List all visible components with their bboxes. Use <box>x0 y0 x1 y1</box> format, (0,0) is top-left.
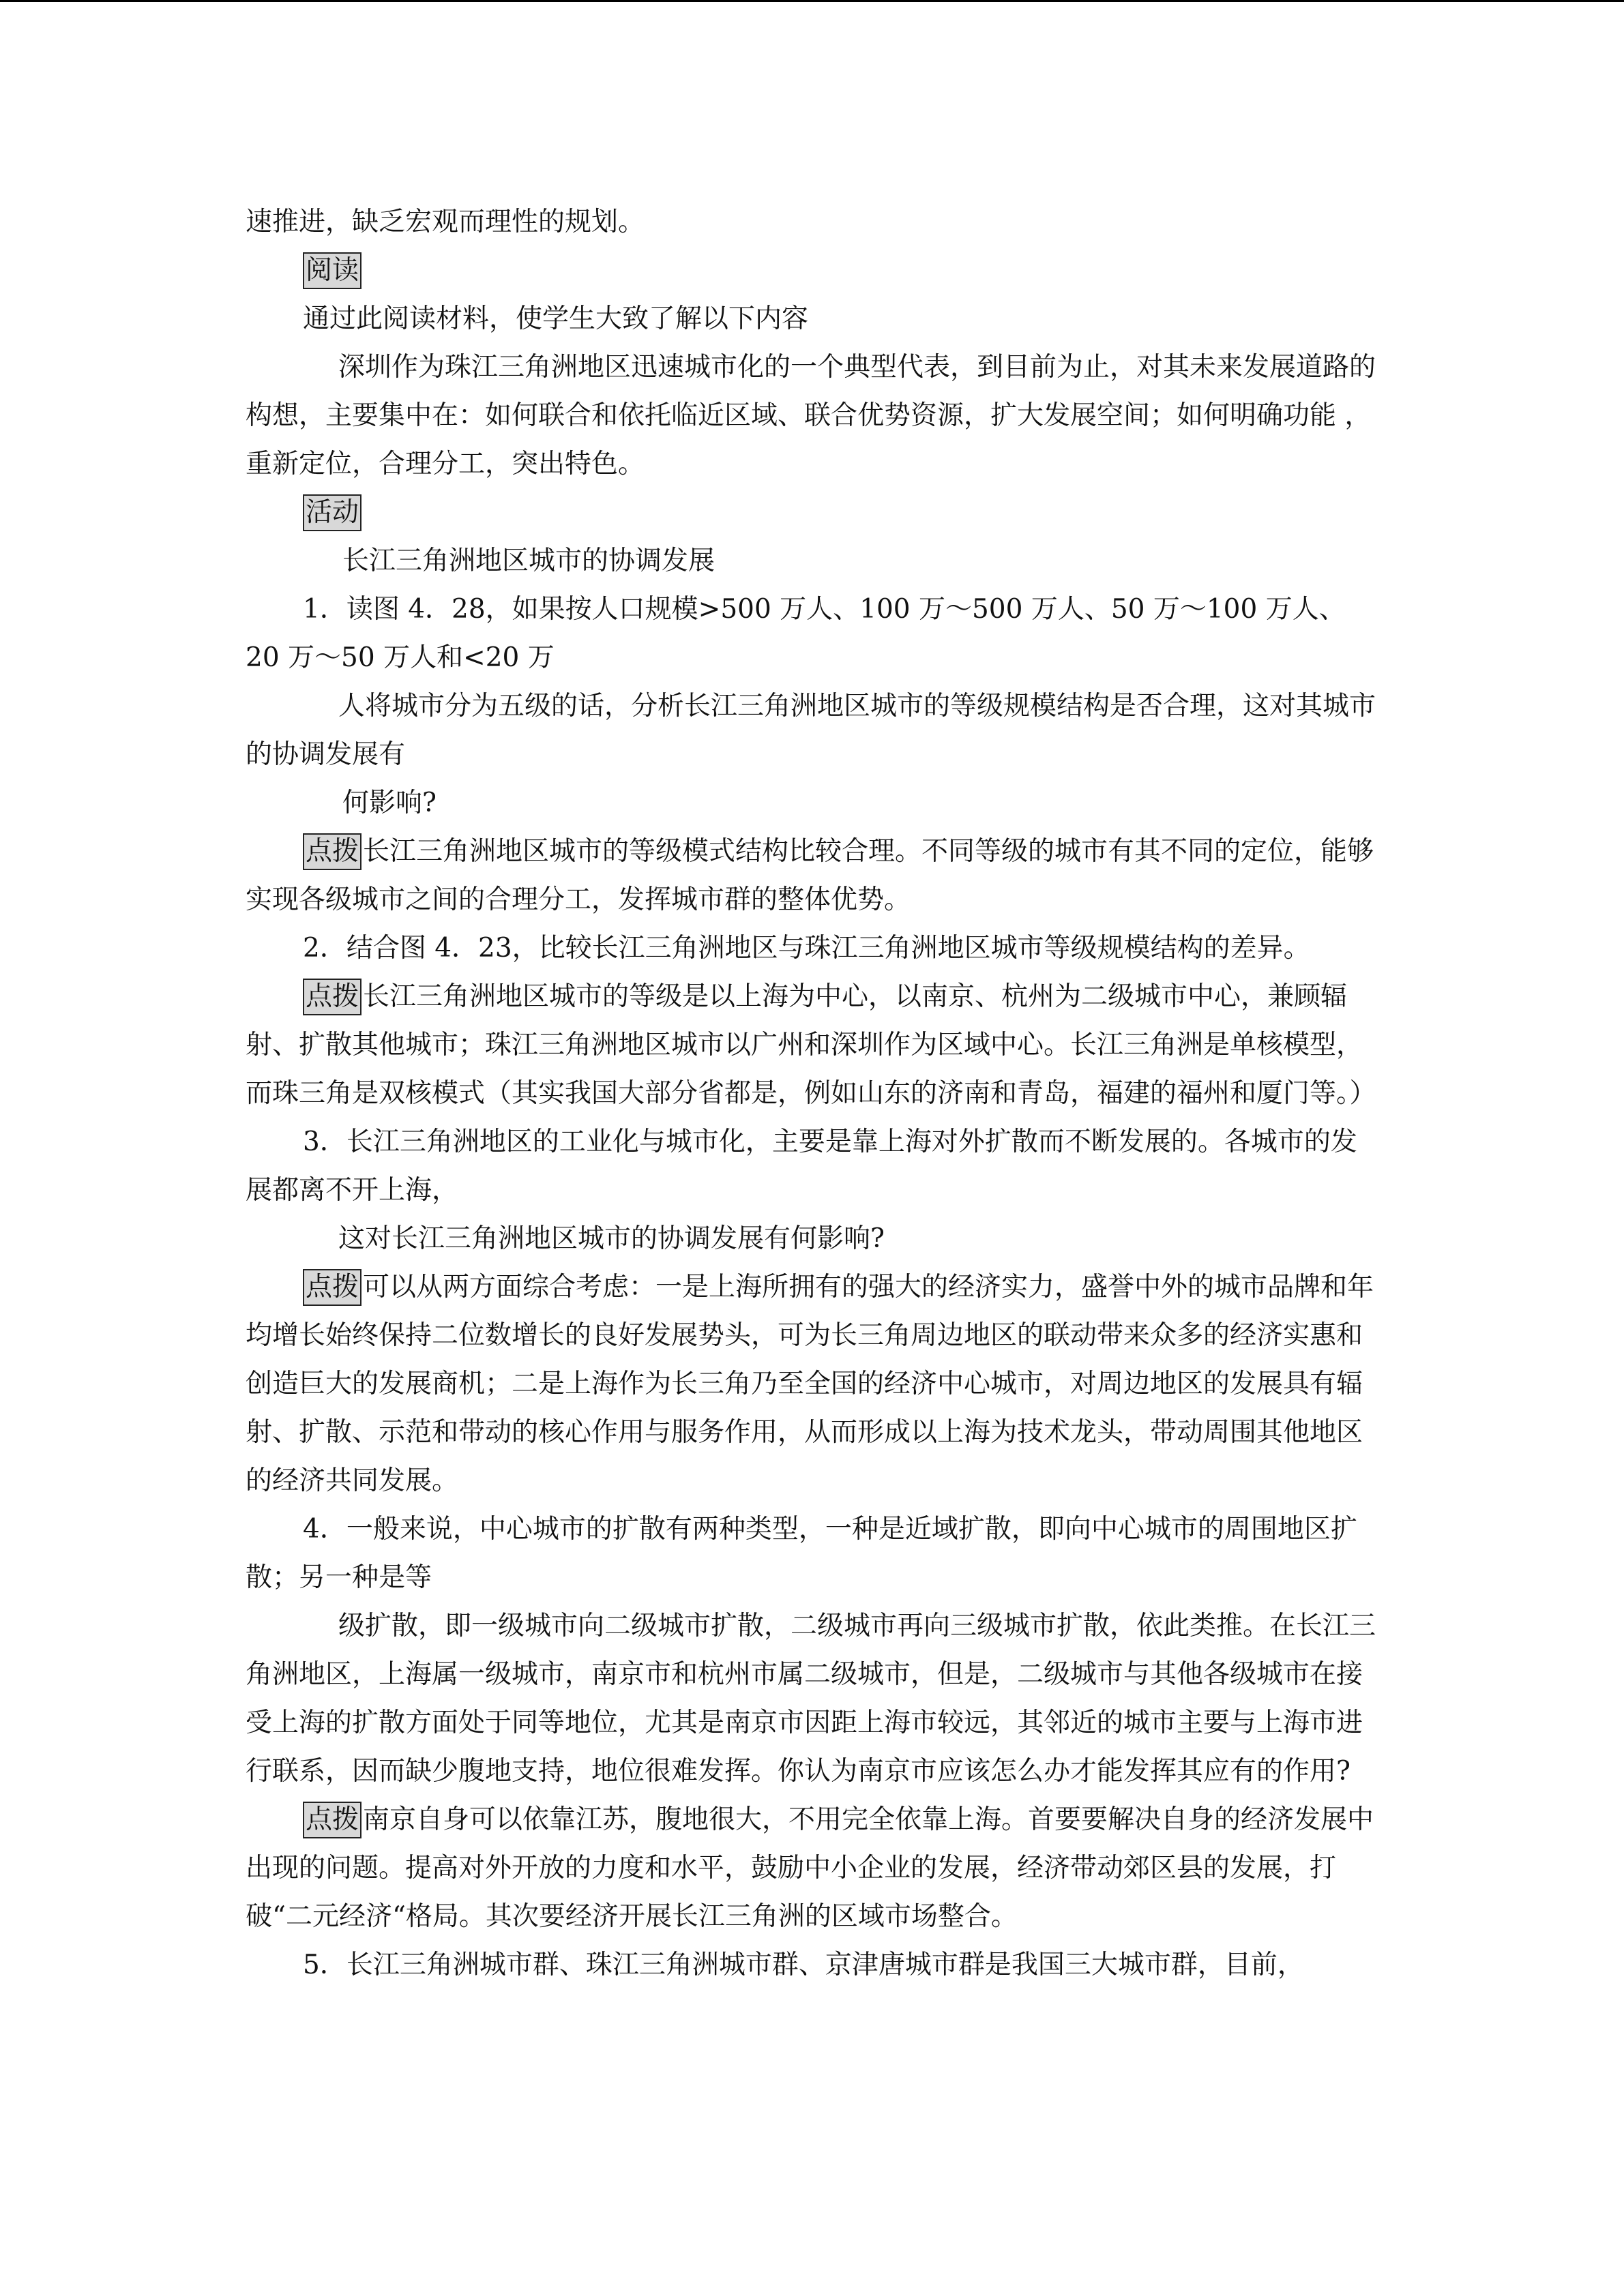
activity-title: 长江三角洲地区城市的协调发展 <box>342 546 715 576</box>
question-3-continued: 这对长江三角洲地区城市的协调发展有何影响? <box>338 1223 885 1254</box>
answer-3 <box>246 1263 1378 1505</box>
activity-tag: 活动 <box>303 494 361 531</box>
question-5: 5．长江三角洲城市群、珠江三角洲城市群、京津唐城市群是我国三大城市群，目前， <box>303 1950 1304 1980</box>
top-border-line <box>0 0 1624 2</box>
question-1: 1．读图 4．28，如果按人口规模>500 万人、100 万～500 万人、50 万～100 万人、20 万～50 万人和<20 万 <box>246 594 1346 673</box>
hint-tag: 点拨 <box>303 979 361 1015</box>
reading-paragraph: 深圳作为珠江三角洲地区迅速城市化的一个典型代表，到目前为止，对其未来发展道路的构想，主要集中在：如何联合和依托临近区域、联合优势资源，扩大发展空间；如何明确功能 ，重新定位，合理分工，突出特色。 <box>246 352 1376 479</box>
hint-tag: 点拨 <box>303 1269 361 1306</box>
question-2: 2．结合图 4．23，比较长江三角洲地区与珠江三角洲地区城市等级规模结构的差异。 <box>303 933 1310 964</box>
question-3: 3．长江三角洲地区的工业化与城市化，主要是靠上海对外扩散而不断发展的。各城市的发展都离不开上海， <box>246 1127 1357 1206</box>
document-page <box>246 198 1378 1989</box>
reading-intro: 通过此阅读材料，使学生大致了解以下内容 <box>303 303 809 334</box>
answer-2-text: 长江三角洲地区城市的等级是以上海为中心，以南京、杭州为二级城市中心，兼顾辐射、扩散其他城市；珠江三角洲地区城市以广州和深圳作为区域中心。长江三角洲是单核模型，而珠三角是双核模式（其实我国大部分省都是，例如山东的济南和青岛，福建的福州和厦门等。） <box>246 981 1376 1109</box>
section-tag-activity <box>246 488 1378 537</box>
reading-tag: 阅读 <box>303 252 361 289</box>
answer-3-text: 可以从两方面综合考虑：一是上海所拥有的强大的经济实力，盛誉中外的城市品牌和年均增长始终保持二位数增长的良好发展势头，可为长三角周边地区的联动带来众多的经济实惠和创造巨大的发展商机；二是上海作为长三角乃至全国的经济中心城市，对周边地区的发展具有辐射、扩散、示范和带动的核心作用与服务作用，从而形成以上海为技术龙头，带动周围其他地区的经济共同发展。 <box>246 1272 1374 1496</box>
answer-2 <box>246 972 1378 1118</box>
paragraph-continuation: 速推进，缺乏宏观而理性的规划。 <box>246 207 645 237</box>
answer-4-text: 南京自身可以依靠江苏，腹地很大，不用完全依靠上海。首要要解决自身的经济发展中出现的问题。提高对外开放的力度和水平，鼓励中小企业的发展，经济带动郊区县的发展，打破“二元经济“格局。其次要经济开展长江三角洲的区域市场整合。 <box>246 1804 1374 1932</box>
answer-1-text: 长江三角洲地区城市的等级模式结构比较合理。不同等级的城市有其不同的定位，能够实现各级城市之间的合理分工，发挥城市群的整体优势。 <box>246 836 1374 915</box>
question-1-end: 何影响? <box>342 788 437 818</box>
hint-tag: 点拨 <box>303 833 361 870</box>
question-1-continued: 人将城市分为五级的话，分析长江三角洲地区城市的等级规模结构是否合理，这对其城市的协调发展有 <box>246 691 1376 770</box>
question-4-continued: 级扩散，即一级城市向二级城市扩散，二级城市再向三级城市扩散，依此类推。在长江三角洲地区，上海属一级城市，南京市和杭州市属二级城市，但是，二级城市与其他各级城市在接受上海的扩散方面处于同等地位，尤其是南京市因距上海市较远，其邻近的城市主要与上海市进行联系，因而缺少腹地支持，地位很难发挥。你认为南京市应该怎么办才能发挥其应有的作用? <box>246 1611 1376 1787</box>
question-4: 4．一般来说，中心城市的扩散有两种类型，一种是近域扩散，即向中心城市的周围地区扩散；另一种是等 <box>246 1514 1357 1593</box>
section-tag-reading <box>246 246 1378 295</box>
hint-tag: 点拨 <box>303 1802 361 1838</box>
answer-4 <box>246 1795 1378 1941</box>
answer-1 <box>246 827 1378 924</box>
